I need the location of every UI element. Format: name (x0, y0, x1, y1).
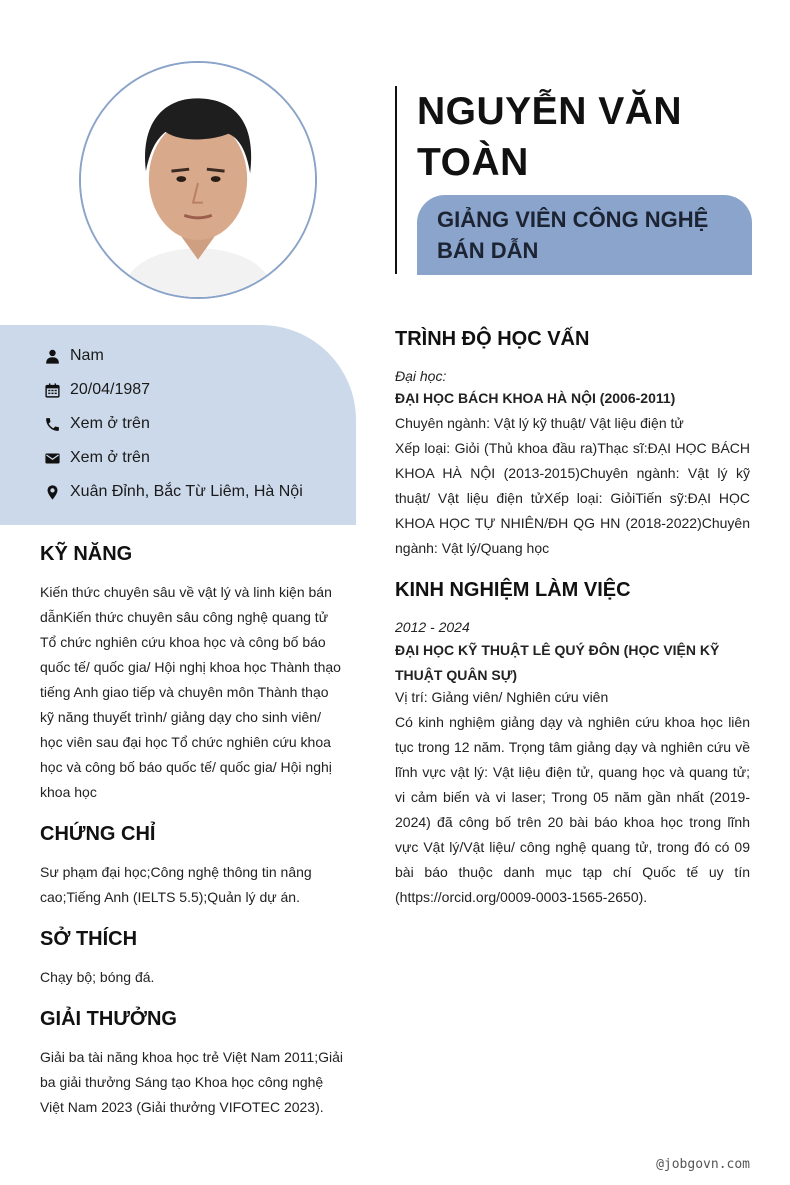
job-title: GIẢNG VIÊN CÔNG NGHỆ BÁN DẪN (437, 207, 709, 263)
awards-text: Giải ba tài năng khoa học trẻ Việt Nam 2011;Giải ba giải thưởng Sáng tạo Khoa học công nghệ Việt Nam 2023 (Giải thưởng VIFOTEC 2023). (40, 1049, 343, 1115)
location-pin-icon (44, 484, 61, 501)
experience-heading: KINH NGHIỆM LÀM VIỆC (395, 579, 631, 601)
profile-photo (79, 61, 317, 299)
phone-value: Xem ở trên (70, 415, 150, 432)
portrait-photo-icon (81, 63, 315, 297)
certificates-text: Sư phạm đại học;Công nghệ thông tin nâng cao;Tiếng Anh (IELTS 5.5);Quản lý dự án. (40, 864, 312, 905)
contact-birthdate (44, 378, 150, 402)
experience-period: 2012 - 2024 (395, 619, 470, 635)
birthdate-value: 20/04/1987 (70, 381, 151, 398)
education-major: Chuyên ngành: Vật lý kỹ thuật/ Vật liệu điện tử (395, 415, 684, 431)
experience-description: Có kinh nghiệm giảng dạy và nghiên cứu khoa học liên tục trong 12 năm. Trọng tâm giảng dạy và nghiên cứu về lĩnh vực vật lý: Vật liệu điện tử, quang học và quang tử; vi cảm biến và vi laser; Trong 05 năm gần nhất (2019-2024) đã công bố trên 20 bài báo khoa học trong lĩnh vực Vật lý/Vật liệu/ công nghệ quang tử, trong đó có 09 bài báo thuộc danh mục tạp chí Quốc tế uy tín (https://orcid.org/0009-0003-1565-2650). (395, 714, 750, 905)
education-heading: TRÌNH ĐỘ HỌC VẤN (395, 328, 590, 350)
footer-watermark: @jobgovn.com (656, 1157, 750, 1172)
awards-heading: GIẢI THƯỞNG (40, 1008, 177, 1030)
gender-value: Nam (70, 347, 104, 364)
hobbies-text: Chạy bộ; bóng đá. (40, 969, 155, 985)
calendar-icon (44, 382, 61, 399)
education-level: Đại học: (395, 368, 447, 384)
skills-heading: KỸ NĂNG (40, 543, 133, 565)
experience-position: Vị trí: Giảng viên/ Nghiên cứu viên (395, 689, 609, 705)
email-value: Xem ở trên (70, 449, 150, 466)
candidate-name: NGUYỄN VĂN TOÀN (417, 90, 683, 184)
job-title-badge (417, 195, 752, 275)
phone-icon (44, 416, 61, 433)
contact-address (44, 480, 303, 504)
person-icon (44, 348, 61, 365)
email-icon (44, 450, 61, 467)
contact-gender (44, 344, 104, 368)
certificates-heading: CHỨNG CHỈ (40, 823, 156, 845)
experience-company: ĐẠI HỌC KỸ THUẬT LÊ QUÝ ĐÔN (HỌC VIỆN KỸ THUẬT QUÂN SỰ) (395, 642, 720, 683)
name-block (395, 86, 755, 274)
education-school: ĐẠI HỌC BÁCH KHOA HÀ NỘI (2006-2011) (395, 390, 676, 406)
skills-text: Kiến thức chuyên sâu về vật lý và linh kiện bán dẫnKiến thức chuyên sâu công nghệ quang tử Tổ chức nghiên cứu khoa học và công bố báo quốc tế/ quốc gia/ Hội nghị khoa học Thành thạo tiếng Anh giao tiếp và chuyên môn Thành thạo kỹ năng thuyết trình/ giảng dạy cho sinh viên/ học viên sau đại học Tổ chức nghiên cứu khoa học và công bố báo quốc tế/ quốc gia/ Hội nghị khoa học (40, 584, 341, 800)
hobbies-heading: SỞ THÍCH (40, 928, 138, 950)
address-value: Xuân Đỉnh, Bắc Từ Liêm, Hà Nội (70, 483, 303, 500)
education-details: Xếp loại: Giỏi (Thủ khoa đầu ra)Thạc sĩ:ĐẠI HỌC BÁCH KHOA HÀ NỘI (2013-2015)Chuyên ngành: Vật lý kỹ thuật/ Vật liệu điện tửXếp loại: GiỏiTiến sỹ:ĐẠI HỌC KHOA HỌC TỰ NHIÊN/ĐH QG HN (2018-2022)Chuyên ngành: Vật lý/Quang học (395, 440, 750, 556)
contact-panel (0, 325, 356, 525)
contact-email (44, 446, 150, 470)
contact-phone (44, 412, 150, 436)
